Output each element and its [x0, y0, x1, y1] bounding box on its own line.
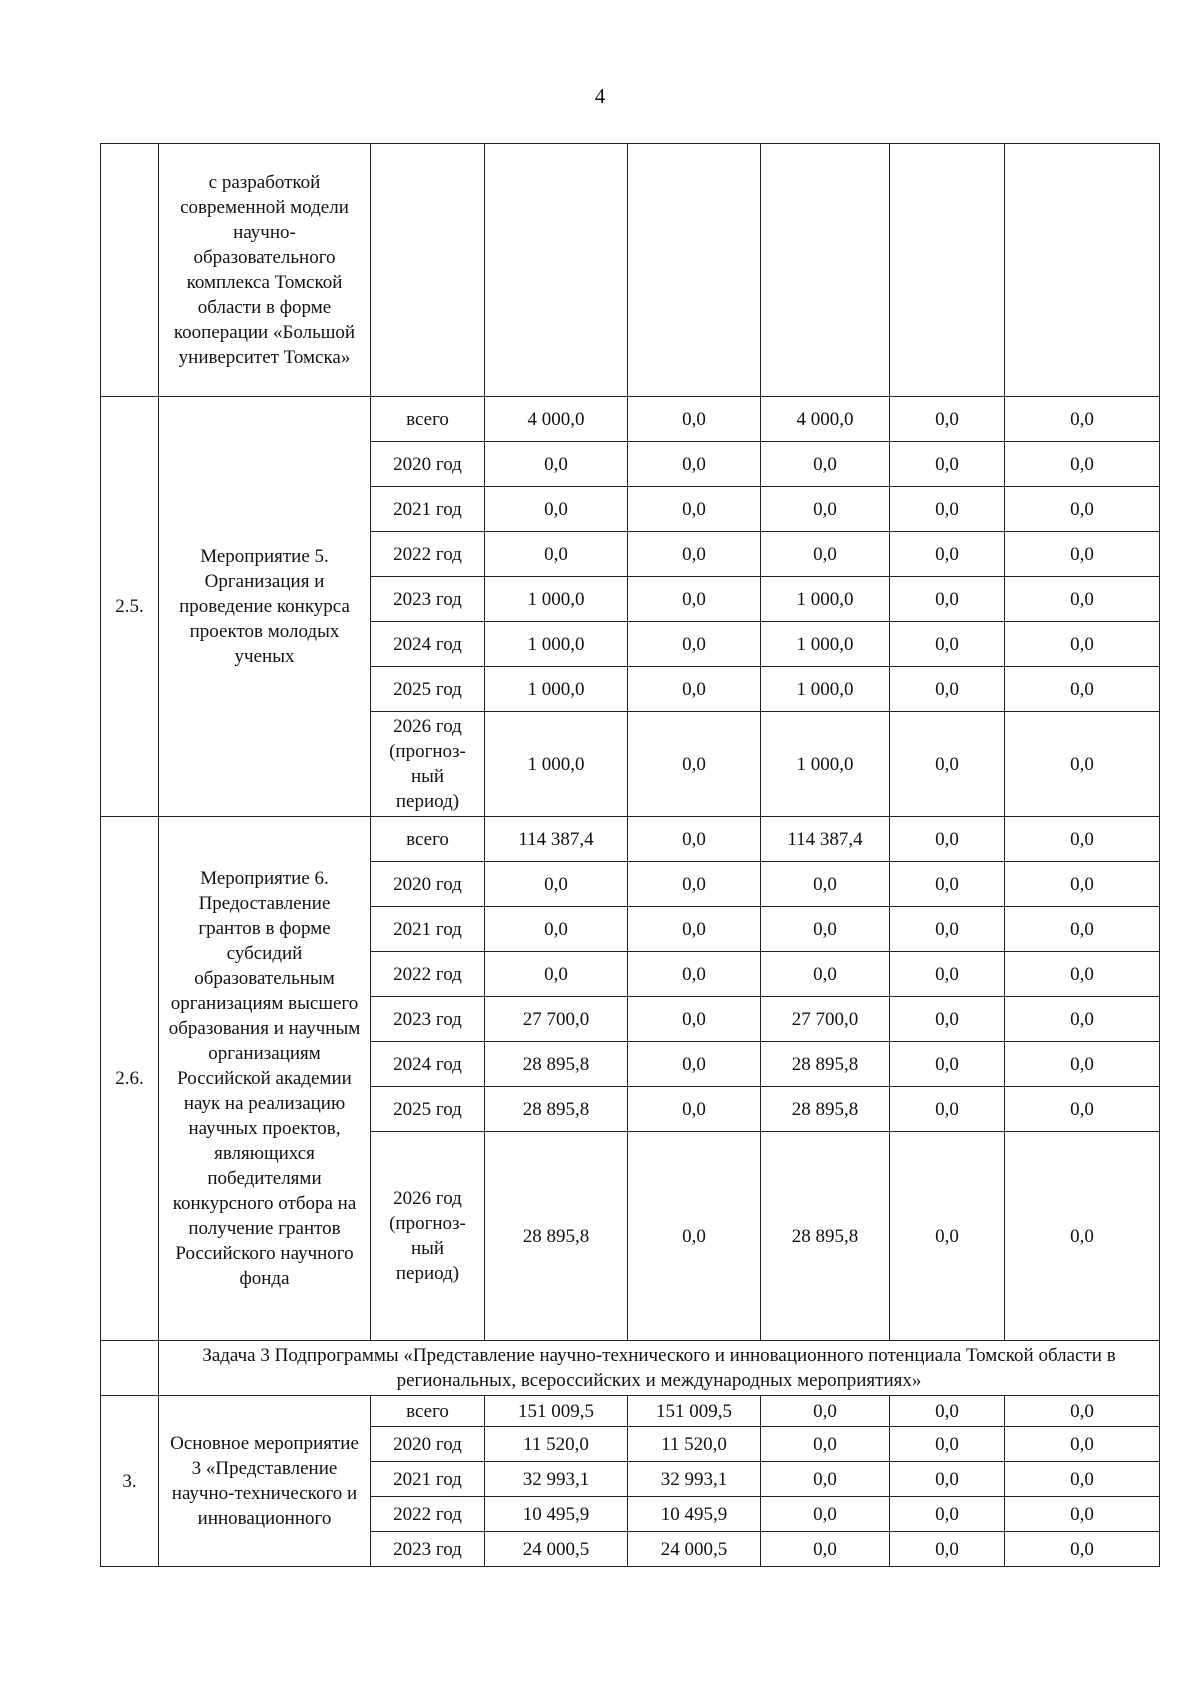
value-cell: 0,0 [628, 1132, 761, 1341]
number-cell [101, 144, 159, 397]
period-cell: 2026 год (прогноз-ный период) [371, 1132, 485, 1341]
value-cell: 0,0 [628, 817, 761, 862]
value-cell: 0,0 [1005, 667, 1160, 712]
value-cell: 0,0 [890, 997, 1005, 1042]
period-cell: всего [371, 817, 485, 862]
period-cell: 2021 год [371, 1462, 485, 1497]
value-cell: 0,0 [1005, 1396, 1160, 1427]
value-cell: 0,0 [890, 952, 1005, 997]
value-cell: 11 520,0 [485, 1427, 628, 1462]
value-cell: 0,0 [761, 1462, 890, 1497]
value-cell: 0,0 [761, 487, 890, 532]
value-cell: 0,0 [628, 952, 761, 997]
period-cell: 2025 год [371, 667, 485, 712]
period-cell: 2022 год [371, 532, 485, 577]
period-cell: 2021 год [371, 487, 485, 532]
value-cell: 32 993,1 [485, 1462, 628, 1497]
item-description: Мероприятие 5. Организация и проведение конкурса проектов молодых ученых [159, 397, 371, 817]
value-cell: 0,0 [1005, 1132, 1160, 1341]
value-cell: 0,0 [485, 442, 628, 487]
value-cell: 0,0 [890, 1497, 1005, 1532]
value-cell: 1 000,0 [485, 712, 628, 817]
value-cell: 0,0 [485, 862, 628, 907]
item-description: Мероприятие 6. Предоставление грантов в форме субсидий образовательным организациям высшего образования и научным организациям Российской академии наук на реализацию научных проектов, являющихся победителями конкурсного отбора на получение грантов Российского научного фонда [159, 817, 371, 1341]
value-cell: 10 495,9 [628, 1497, 761, 1532]
period-cell: всего [371, 397, 485, 442]
period-cell: 2023 год [371, 1532, 485, 1567]
value-cell: 0,0 [890, 1532, 1005, 1567]
value-cell: 0,0 [890, 1462, 1005, 1497]
page-number: 4 [594, 84, 606, 108]
value-cell: 1 000,0 [485, 667, 628, 712]
value-cell: 0,0 [761, 1532, 890, 1567]
value-cell: 0,0 [890, 622, 1005, 667]
value-cell: 0,0 [1005, 952, 1160, 997]
value-cell: 0,0 [628, 487, 761, 532]
value-cell: 0,0 [890, 487, 1005, 532]
value-cell: 0,0 [761, 1497, 890, 1532]
value-cell: 0,0 [485, 532, 628, 577]
value-cell: 0,0 [890, 1087, 1005, 1132]
value-cell: 0,0 [1005, 487, 1160, 532]
value-cell: 0,0 [1005, 1497, 1160, 1532]
value-cell: 0,0 [628, 442, 761, 487]
value-cell: 0,0 [628, 532, 761, 577]
value-cell: 0,0 [890, 1427, 1005, 1462]
value-cell: 28 895,8 [485, 1132, 628, 1341]
value-cell: 28 895,8 [485, 1087, 628, 1132]
value-cell: 0,0 [1005, 397, 1160, 442]
value-cell: 0,0 [628, 577, 761, 622]
value-cell: 114 387,4 [485, 817, 628, 862]
value-cell: 1 000,0 [485, 577, 628, 622]
value-cell: 0,0 [628, 862, 761, 907]
value-cell: 0,0 [1005, 1087, 1160, 1132]
value-cell: 0,0 [761, 862, 890, 907]
value-cell: 0,0 [1005, 532, 1160, 577]
item-number: 3. [101, 1396, 159, 1567]
value-cell: 28 895,8 [485, 1042, 628, 1087]
value-cell: 0,0 [890, 712, 1005, 817]
value-cell: 0,0 [890, 577, 1005, 622]
value-cell: 0,0 [485, 487, 628, 532]
value-cell: 0,0 [1005, 862, 1160, 907]
value-cell: 0,0 [890, 442, 1005, 487]
table-row [101, 397, 1160, 442]
number-cell [101, 1341, 159, 1396]
value-cell: 0,0 [761, 1427, 890, 1462]
value-cell: 0,0 [890, 817, 1005, 862]
value-cell: 24 000,5 [485, 1532, 628, 1567]
period-cell: всего [371, 1396, 485, 1427]
period-cell: 2024 год [371, 1042, 485, 1087]
value-cell: 1 000,0 [761, 577, 890, 622]
value-cell: 1 000,0 [761, 622, 890, 667]
item-number: 2.5. [101, 397, 159, 817]
value-cell: 0,0 [1005, 997, 1160, 1042]
value-cell: 114 387,4 [761, 817, 890, 862]
value-cell: 0,0 [628, 997, 761, 1042]
value-cell: 4 000,0 [761, 397, 890, 442]
value-cell: 0,0 [628, 667, 761, 712]
value-cell: 0,0 [890, 1132, 1005, 1341]
value-cell: 0,0 [1005, 1532, 1160, 1567]
task-row [101, 1341, 1160, 1396]
value-cell: 32 993,1 [628, 1462, 761, 1497]
value-cell: 0,0 [890, 907, 1005, 952]
value-cell: 27 700,0 [761, 997, 890, 1042]
value-cell: 0,0 [628, 712, 761, 817]
value-cell: 0,0 [628, 1042, 761, 1087]
value-cell: 0,0 [1005, 817, 1160, 862]
value-cell: 0,0 [485, 952, 628, 997]
task-heading: Задача 3 Подпрограммы «Представление научно-технического и инновационного потенциала Томской области в региональных, всероссийских и международных мероприятиях» [159, 1341, 1160, 1396]
value-cell: 0,0 [485, 907, 628, 952]
value-cell: 28 895,8 [761, 1042, 890, 1087]
value-cell: 11 520,0 [628, 1427, 761, 1462]
item-number: 2.6. [101, 817, 159, 1341]
value-cell: 0,0 [1005, 712, 1160, 817]
value-cell: 0,0 [890, 397, 1005, 442]
value-cell: 0,0 [628, 622, 761, 667]
period-cell: 2022 год [371, 952, 485, 997]
period-cell: 2020 год [371, 862, 485, 907]
value-cell: 24 000,5 [628, 1532, 761, 1567]
value-cell: 28 895,8 [761, 1087, 890, 1132]
value-cell: 0,0 [1005, 577, 1160, 622]
continuation-description: с разработкой современной модели научно-образовательного комплекса Томской области в форме кооперации «Большой университет Томска» [159, 144, 371, 397]
table-row [101, 1396, 1160, 1427]
period-cell: 2021 год [371, 907, 485, 952]
continuation-row [101, 144, 1160, 397]
value-cell: 1 000,0 [485, 622, 628, 667]
value-cell: 1 000,0 [761, 667, 890, 712]
value-cell: 0,0 [628, 397, 761, 442]
value-cell: 0,0 [890, 1042, 1005, 1087]
budget-table [100, 143, 1160, 1567]
value-cell: 0,0 [890, 862, 1005, 907]
value-cell: 0,0 [761, 532, 890, 577]
value-cell: 0,0 [1005, 442, 1160, 487]
table-row [101, 817, 1160, 862]
value-cell: 151 009,5 [485, 1396, 628, 1427]
value-cell: 0,0 [890, 667, 1005, 712]
value-cell: 151 009,5 [628, 1396, 761, 1427]
value-cell: 0,0 [761, 952, 890, 997]
period-cell: 2023 год [371, 997, 485, 1042]
period-cell: 2023 год [371, 577, 485, 622]
period-cell: 2022 год [371, 1497, 485, 1532]
value-cell: 0,0 [1005, 1427, 1160, 1462]
value-cell: 0,0 [1005, 907, 1160, 952]
value-cell: 0,0 [1005, 1462, 1160, 1497]
value-cell: 10 495,9 [485, 1497, 628, 1532]
period-cell: 2020 год [371, 442, 485, 487]
value-cell: 0,0 [628, 907, 761, 952]
value-cell: 0,0 [761, 442, 890, 487]
value-cell: 0,0 [628, 1087, 761, 1132]
value-cell: 0,0 [1005, 1042, 1160, 1087]
period-cell: 2025 год [371, 1087, 485, 1132]
value-cell: 0,0 [890, 532, 1005, 577]
value-cell: 0,0 [1005, 622, 1160, 667]
value-cell: 0,0 [890, 1396, 1005, 1427]
value-cell: 1 000,0 [761, 712, 890, 817]
period-cell: 2026 год (прогноз-ный период) [371, 712, 485, 817]
value-cell: 4 000,0 [485, 397, 628, 442]
value-cell: 0,0 [761, 907, 890, 952]
item-description: Основное мероприятие 3 «Представление научно-технического и инновационного [159, 1396, 371, 1567]
period-cell: 2024 год [371, 622, 485, 667]
value-cell: 28 895,8 [761, 1132, 890, 1341]
value-cell: 27 700,0 [485, 997, 628, 1042]
value-cell: 0,0 [761, 1396, 890, 1427]
period-cell: 2020 год [371, 1427, 485, 1462]
